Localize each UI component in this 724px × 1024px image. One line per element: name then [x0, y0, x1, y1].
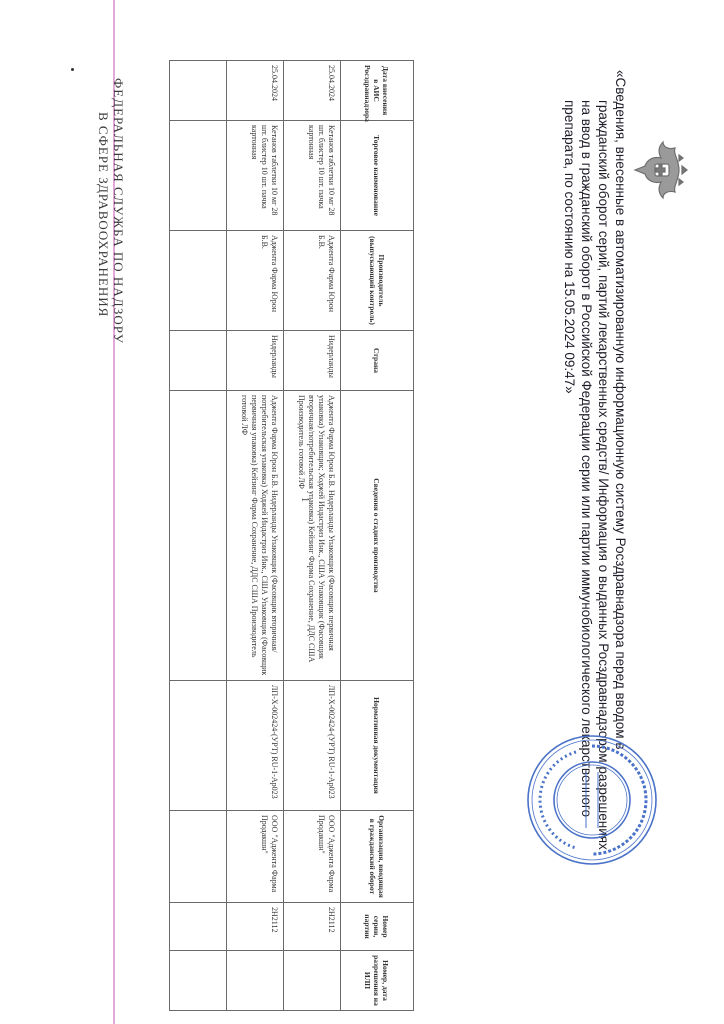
register-table — [169, 60, 414, 1011]
cell-empty — [170, 903, 227, 951]
cell-name: Кетанов таблетки 10 мг 28 шт. блистер 10 шт. пачка картонная — [227, 121, 284, 231]
cell-name: Кетанов таблетки 10 мг 28 шт. блистер 10 шт. пачка картонная — [284, 121, 341, 231]
cell-empty — [170, 61, 227, 121]
table-header-row — [341, 61, 414, 1011]
cell-normdoc: ЛП-Х-002424-(УРТ) RU-1-Ар023 — [284, 681, 341, 811]
cell-empty — [170, 811, 227, 903]
cell-org: ООО "Аджента Фарма Продакшн" — [284, 811, 341, 903]
table-row — [227, 61, 284, 1011]
col-header-producer: Производитель (выпускающий контроль) — [341, 231, 414, 331]
col-header-name: Торговое наименование — [341, 121, 414, 231]
double-headed-eagle-emblem-icon — [629, 140, 693, 200]
cell-stages: Аджента Фарма Юрон Б.В. Нидерланды Упаковщик (Фасовщик вторичная/потребительская упаковка) Ходжей Индастриз Инк., США Упаковщик (Фасовщик первичная упаковка) Кейзинг Фарма Сохранение, ДДС США Производитель готовой ЛФ — [227, 391, 284, 681]
table-row — [284, 61, 341, 1011]
page-number: 1 — [299, 497, 310, 502]
header-line-2: гражданский оборот серий, партий лекарственных средств/ Информация о выданных Росздравнадзором разрешениях — [596, 100, 611, 850]
col-header-permit: Номер, дата разрешения на ИЛП — [341, 951, 414, 1011]
cell-org: ООО "Аджента Фарма Продакшн" — [227, 811, 284, 903]
col-header-date: Дата внесения в АИС Росздравнадзора — [341, 61, 414, 121]
cell-serial: 2Н2112 — [227, 903, 284, 951]
cell-producer: Аджента Фарма Юрон Б.В. — [284, 231, 341, 331]
cell-empty — [170, 391, 227, 681]
col-header-org: Организация, вводящая в гражданский оборот — [341, 811, 414, 903]
cell-date: 25.04.2024 — [227, 61, 284, 121]
cell-empty — [170, 231, 227, 331]
agency-name-line-2: В СФЕРЕ ЗДРАВООХРАНЕНИЯ — [96, 112, 111, 318]
cell-country: Нидерланды — [227, 331, 284, 391]
col-header-country: Страна — [341, 331, 414, 391]
cell-permit — [227, 951, 284, 1011]
cell-permit — [284, 951, 341, 1011]
col-header-serial: Номер серии, партии — [341, 903, 414, 951]
cell-stages: Аджента Фарма Юрон Б.В. Нидерланды Упаковщик (Фасовщик первичная упаковка) Упаковщик; Ходжей Индастриз Инк., США Упаковщик (Фасовщик вторичная/потребительская упаковка) Кейзинг Фарма Сохранение, ДДС США Производитель готовой ЛФ — [284, 391, 341, 681]
cell-date: 25.04.2024 — [284, 61, 341, 121]
company-round-stamp-icon — [524, 732, 660, 868]
cell-empty — [170, 681, 227, 811]
agency-name-line-1: ФЕДЕРАЛЬНАЯ СЛУЖБА ПО НАДЗОРУ — [111, 78, 126, 344]
header-line-4: препарата, по состоянию на 15.05.2024 09:47» — [562, 100, 577, 394]
cell-empty — [170, 331, 227, 391]
cell-producer: Аджента Фарма Юрон Б.В. — [227, 231, 284, 331]
cell-country: Нидерланды — [284, 331, 341, 391]
header-line-3: на ввод в гражданский оборот в Российской Федерации серии или партии иммунобиологического лекарственного — [579, 100, 594, 818]
header-line-1: «Сведения, внесенные в автоматизированную информационную систему Росздравнадзора перед вводом в — [613, 70, 628, 750]
cell-empty — [170, 951, 227, 1011]
cell-normdoc: ЛП-Х-002424-(УРТ) RU-1-Ар023 — [227, 681, 284, 811]
col-header-stages: Сведения о стадиях производства — [341, 391, 414, 681]
cell-empty — [170, 121, 227, 231]
col-header-normdoc: Нормативная документация — [341, 681, 414, 811]
table-row-empty — [170, 61, 227, 1011]
cell-serial: 2Н2112 — [284, 903, 341, 951]
